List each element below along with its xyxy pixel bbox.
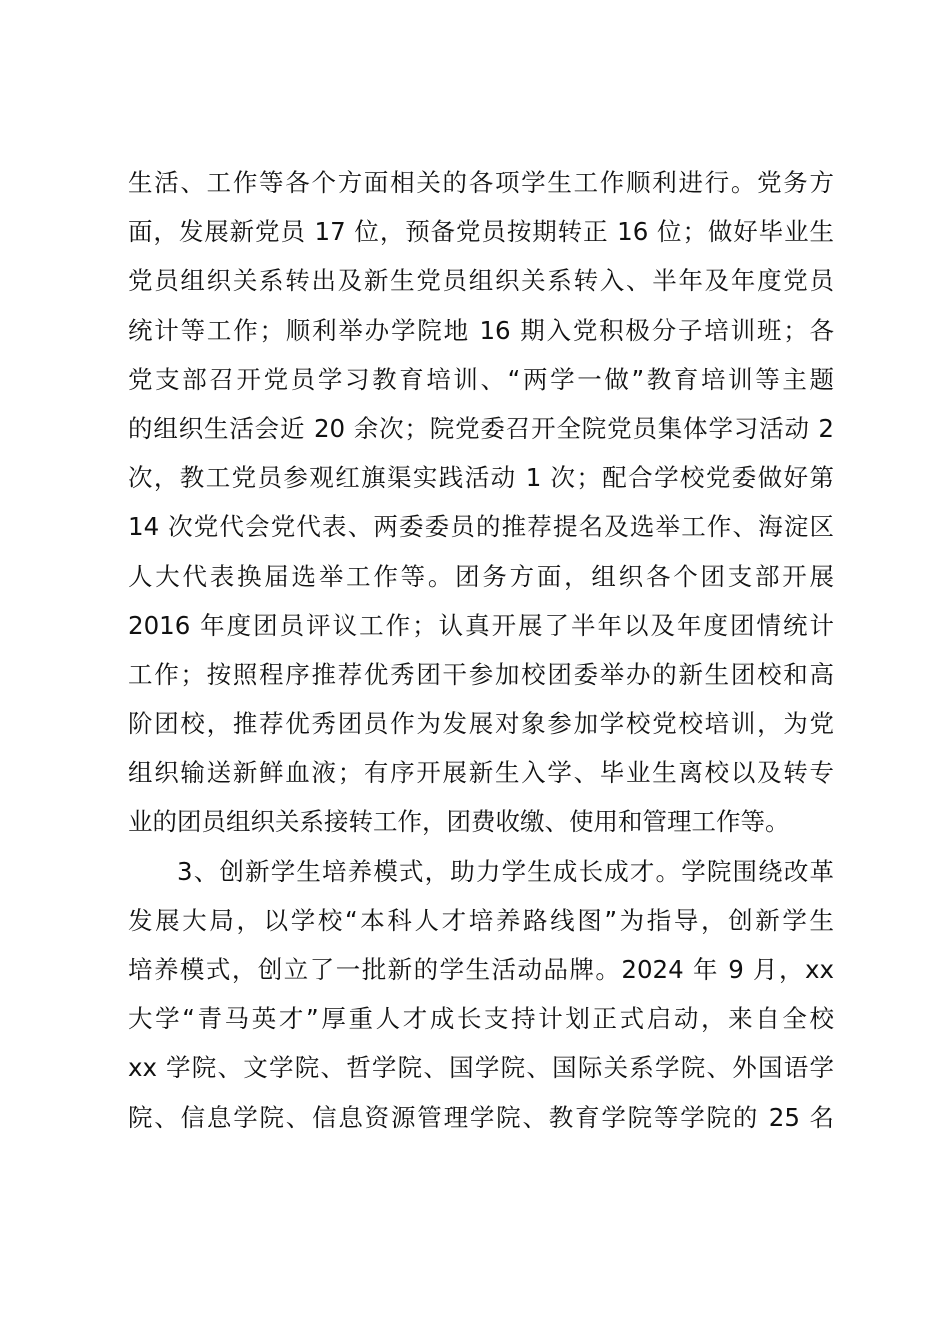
text-line: 面，发展新党员 17 位，预备党员按期转正 16 位；做好毕业生 [128, 217, 834, 247]
text-line: 业的团员组织关系接转工作，团费收缴、使用和管理工作等。 [128, 807, 790, 837]
text-line: 3、创新学生培养模式，助力学生成长成才。学院围绕改革 [177, 856, 834, 886]
text-line: 人大代表换届选举工作等。团务方面，组织各个团支部开展 [128, 561, 834, 591]
paragraph-party-league-work [128, 158, 834, 847]
text-line: 14 次党代会党代表、两委委员的推荐提名及选举工作、海淀区 [128, 512, 834, 542]
paragraph-training-model [128, 847, 834, 1142]
text-line: xx 学院、文学院、哲学院、国学院、国际关系学院、外国语学 [128, 1053, 834, 1083]
text-line: 生活、工作等各个方面相关的各项学生工作顺利进行。党务方 [128, 168, 834, 197]
document-body [128, 158, 834, 1142]
text-line: 培养模式，创立了一批新的学生活动品牌。2024 年 9 月，xx [128, 955, 834, 984]
text-line: 次，教工党员参观红旗渠实践活动 1 次；配合学校党委做好第 [128, 463, 834, 493]
text-line: 的组织生活会近 20 余次；院党委召开全院党员集体学习活动 2 [128, 413, 834, 443]
text-line: 党员组织关系转出及新生党员组织关系转入、半年及年度党员 [128, 266, 834, 296]
text-line: 统计等工作；顺利举办学院地 16 期入党积极分子培训班；各 [128, 315, 834, 345]
text-line: 发展大局，以学校“本科人才培养路线图”为指导，创新学生 [128, 905, 834, 935]
text-line: 阶团校，推荐优秀团员作为发展对象参加学校党校培训，为党 [128, 709, 834, 739]
text-line: 党支部召开党员学习教育培训、“两学一做”教育培训等主题 [128, 364, 834, 394]
text-line: 院、信息学院、信息资源管理学院、教育学院等学院的 25 名 [128, 1102, 834, 1132]
text-line: 2016 年度团员评议工作；认真开展了半年以及年度团情统计 [128, 610, 834, 640]
text-line: 组织输送新鲜血液；有序开展新生入学、毕业生离校以及转专 [128, 758, 834, 788]
text-line: 工作；按照程序推荐优秀团干参加校团委举办的新生团校和高 [128, 659, 834, 689]
text-line: 大学“青马英才”厚重人才成长支持计划正式启动，来自全校 [128, 1004, 834, 1034]
